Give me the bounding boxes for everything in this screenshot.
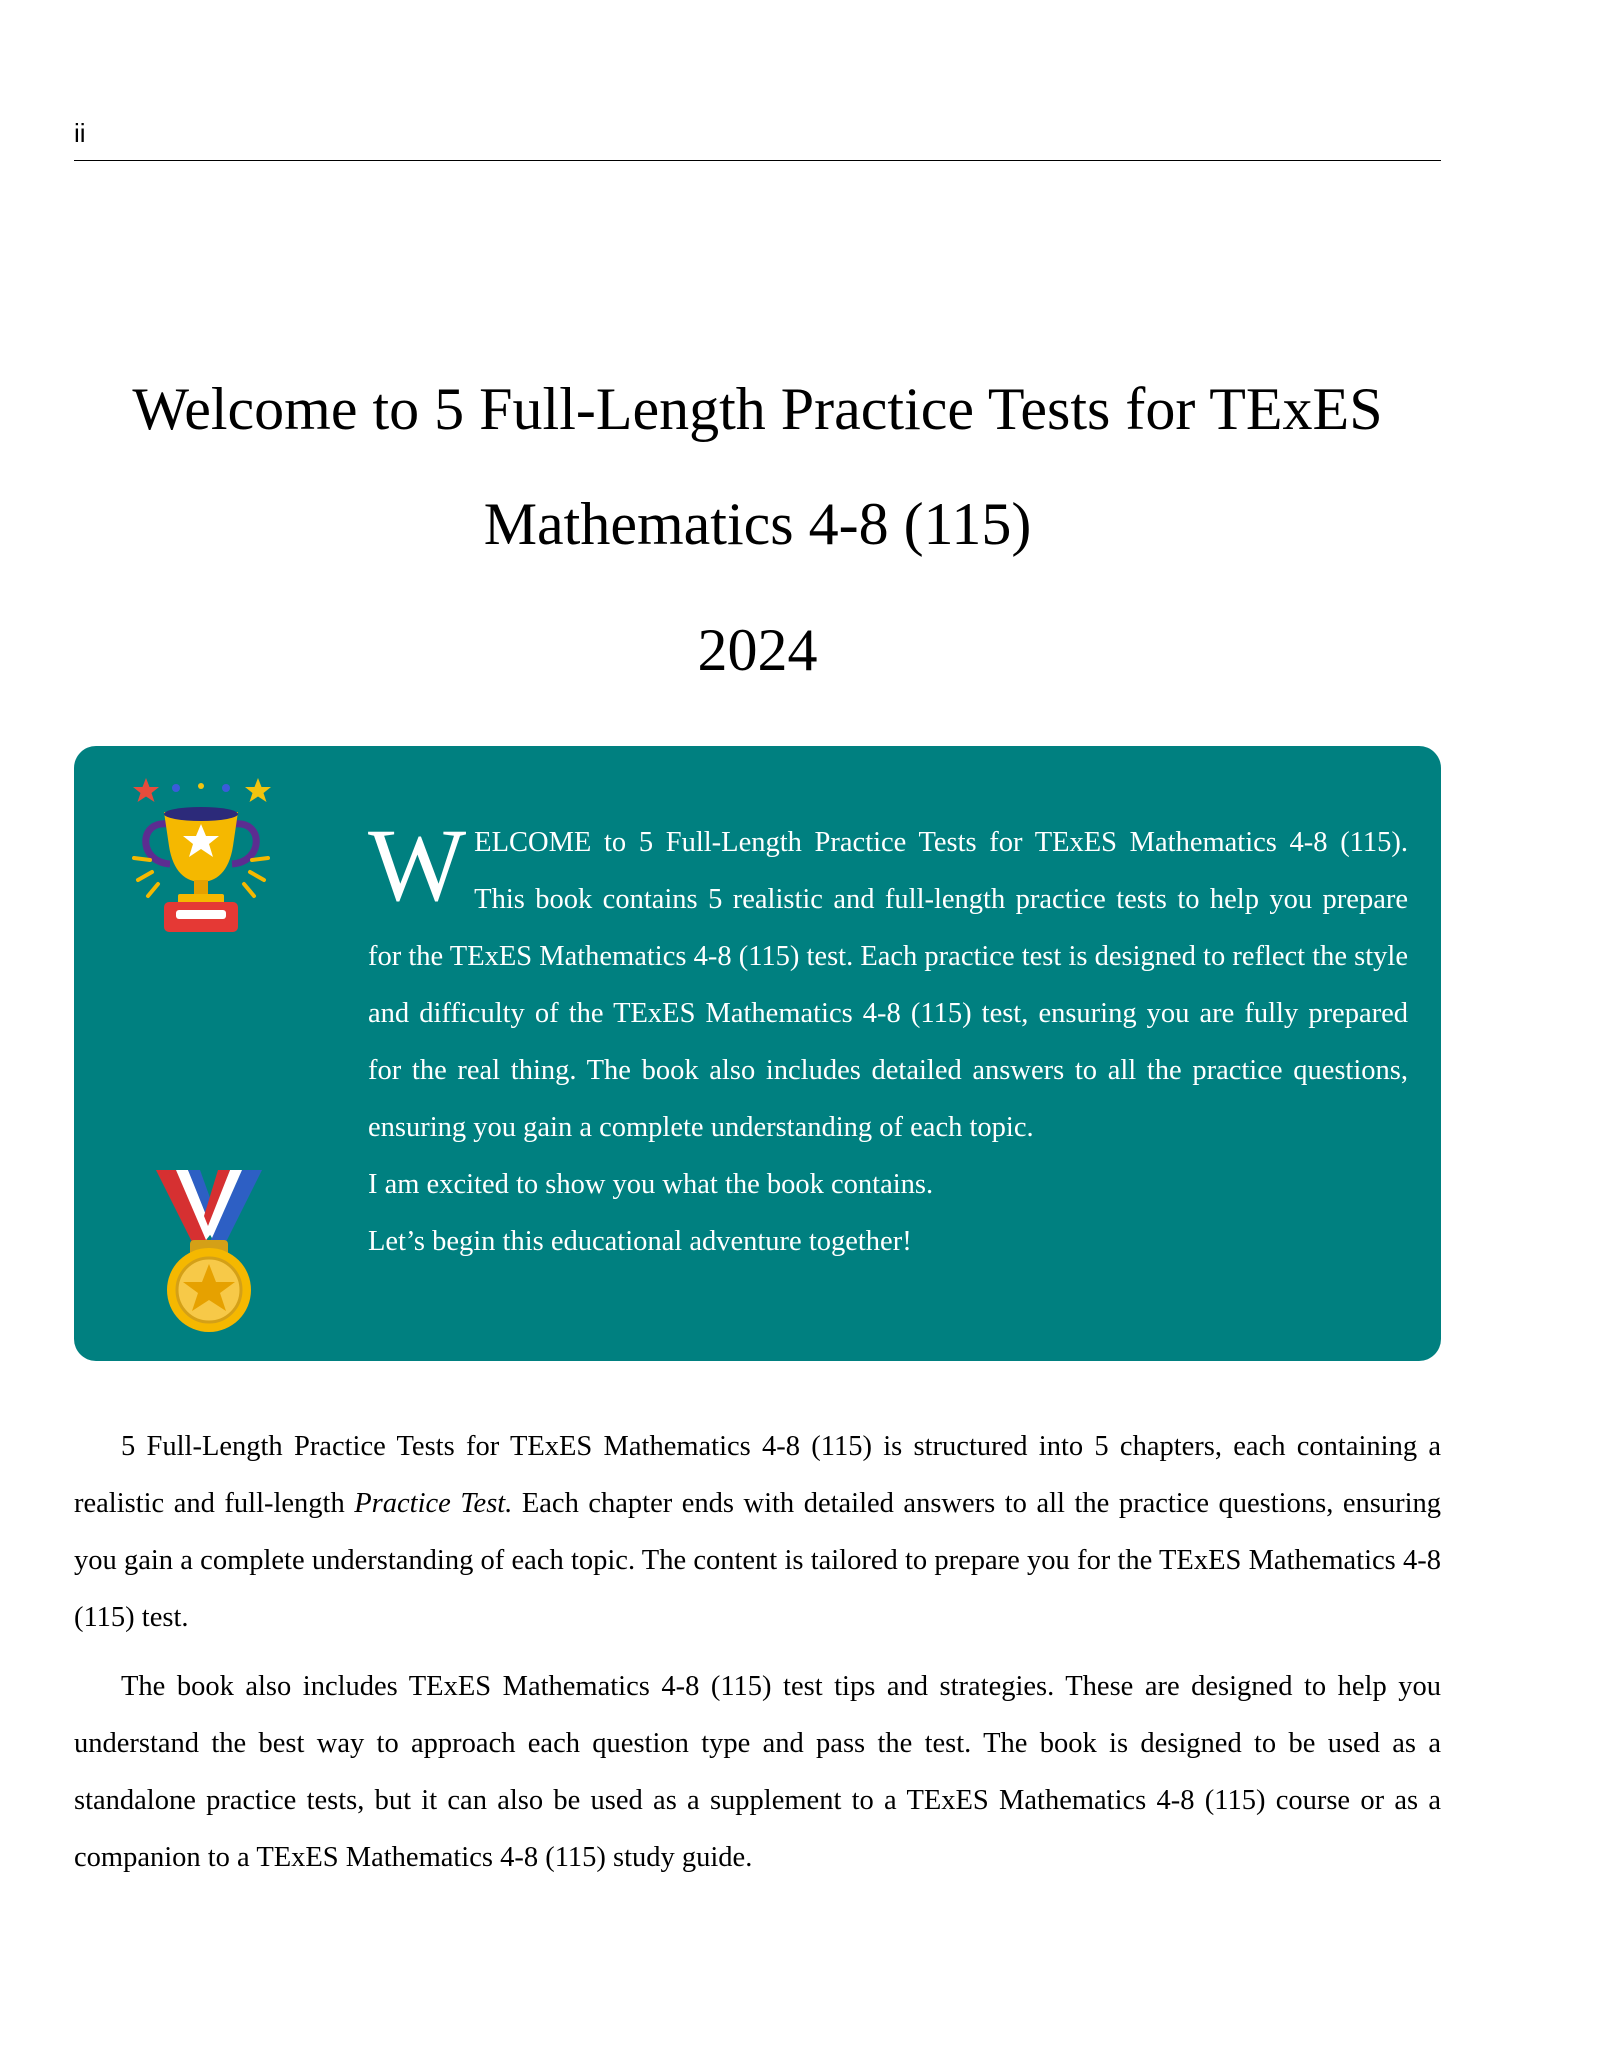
trophy-icon	[126, 776, 276, 946]
header-rule	[74, 160, 1441, 161]
title-year: 2024	[697, 617, 818, 683]
page-title: Welcome to 5 Full-Length Practice Tests for TExES Mathematics 4-8 (115)	[132, 376, 1383, 557]
body-paragraph-1	[74, 1418, 1441, 1646]
welcome-text	[368, 808, 1408, 1270]
body-paragraph-2: The book also includes TExES Mathematics 4-8 (115) test tips and strategies. These are designed to help you understand the best way to approach each question type and pass the test. The book is designed to be used as a standalone practice tests, but it can also be used as a supplement to a TExES Mathematics 4-8 (115) course or as a companion to a TExES Mathematics 4-8 (115) study guide.	[74, 1671, 1441, 1873]
welcome-line-3: Let’s begin this educational adventure together!	[368, 1226, 912, 1257]
welcome-first-sentence: ELCOME to 5 Full-Length Practice Tests for TExES Mathematics 4-8 (115).	[474, 827, 1408, 858]
drop-cap: W	[368, 808, 467, 923]
welcome-paragraph	[368, 808, 1408, 1156]
welcome-box	[74, 746, 1441, 1361]
welcome-line-2: I am excited to show you what the book contains.	[368, 1169, 934, 1200]
body-paragraph-1-start: 5 Full-Length Practice Tests for TExES Mathematics 4-8 (115) is structured into 5 chapters, each containing a realistic and full-length	[74, 1431, 1441, 1519]
body-paragraph-1-end: Each chapter ends with detailed answers to all the practice questions, ensuring you gain a complete understanding of each topic. The content is tailored to prepare you for the TExES Mathematics 4-8 (115) test.	[74, 1488, 1441, 1633]
practice-test-italic: Practice Test.	[354, 1488, 513, 1519]
welcome-paragraph-rest: This book contains 5 realistic and full-length practice tests to help you prepare for the TExES Mathematics 4-8 (115) test. Each practice test is designed to reflect the style and difficulty of the TExES Mathematics 4-8 (115) test, ensuring you are fully prepared for the real thing. The book also includes detailed answers to all the practice questions, ensuring you gain a complete understanding of each topic.	[368, 884, 1408, 1143]
medal-icon	[154, 1168, 264, 1338]
body-text	[74, 1418, 1441, 1898]
page-number: ii	[74, 118, 86, 148]
